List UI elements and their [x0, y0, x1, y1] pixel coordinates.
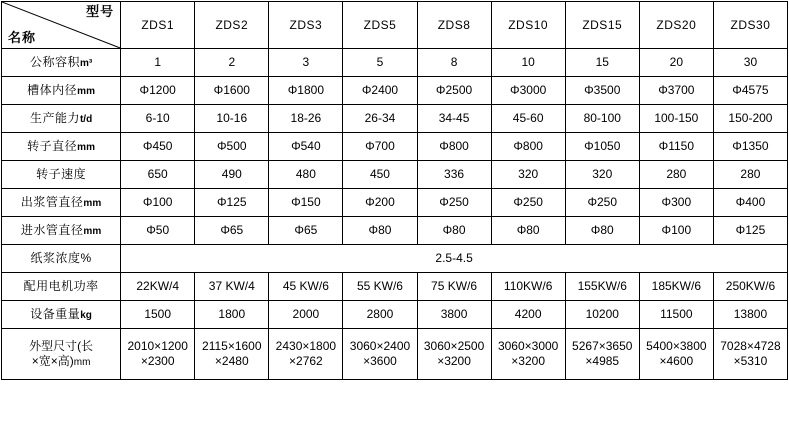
dimension-line1: 3060×2400: [349, 339, 411, 353]
column-header-model: ZDS2: [195, 2, 269, 49]
table-cell: 2800: [343, 301, 417, 329]
table-cell: 155KW/6: [565, 273, 639, 301]
row-label: [2, 77, 121, 105]
table-cell: Φ80: [343, 217, 417, 245]
table-cell: 4200: [491, 301, 565, 329]
table-cell: Φ3700: [639, 77, 713, 105]
row-label-text: 纸浆浓度%: [30, 251, 92, 265]
table-row: [2, 301, 788, 329]
row-label-text: 公称容积: [29, 54, 80, 69]
table-cell: Φ125: [195, 189, 269, 217]
table-cell-dimensions: [343, 329, 417, 380]
table-cell: 18-26: [269, 105, 343, 133]
table-cell: Φ2500: [417, 77, 491, 105]
table-row: [2, 189, 788, 217]
row-label: [2, 245, 121, 273]
row-label-line1: 外型尺寸(长: [29, 338, 94, 353]
table-cell: 10200: [565, 301, 639, 329]
table-cell: 13800: [713, 301, 787, 329]
table-cell: 320: [491, 161, 565, 189]
table-cell: 3800: [417, 301, 491, 329]
table-cell: Φ2400: [343, 77, 417, 105]
row-label-text: 配用电机功率: [23, 279, 99, 293]
table-cell: Φ100: [639, 217, 713, 245]
table-cell: 10-16: [195, 105, 269, 133]
table-row: [2, 77, 788, 105]
table-cell: 280: [639, 161, 713, 189]
table-cell: 6-10: [121, 105, 195, 133]
dimension-line1: 5267×3650: [572, 339, 633, 353]
table-cell-dimensions: [639, 329, 713, 380]
table-cell: 45 KW/6: [269, 273, 343, 301]
table-cell: 11500: [639, 301, 713, 329]
table-cell: 650: [121, 161, 195, 189]
table-cell: Φ1150: [639, 133, 713, 161]
table-cell: Φ500: [195, 133, 269, 161]
table-cell: Φ80: [491, 217, 565, 245]
row-label: [2, 217, 121, 245]
table-cell-dimensions: [269, 329, 343, 380]
table-cell: 22KW/4: [121, 273, 195, 301]
table-cell-dimensions: [195, 329, 269, 380]
table-cell: Φ1800: [269, 77, 343, 105]
dimension-line1: 7028×4728: [720, 339, 781, 353]
row-label-text: 出浆管直径: [20, 194, 84, 209]
table-cell: Φ400: [713, 189, 787, 217]
header-corner-cell: [2, 2, 121, 49]
column-header-model: ZDS5: [343, 2, 417, 49]
table-row: [2, 217, 788, 245]
table-cell: 1800: [195, 301, 269, 329]
row-label: [2, 273, 121, 301]
header-name-label: 名称: [8, 29, 37, 45]
table-cell: 450: [343, 161, 417, 189]
dimension-line2: ×3200: [437, 354, 471, 368]
column-header-model: ZDS20: [639, 2, 713, 49]
table-cell: 8: [417, 49, 491, 77]
table-cell: Φ3500: [565, 77, 639, 105]
table-cell: 110KW/6: [491, 273, 565, 301]
row-label-unit: mm: [83, 197, 102, 209]
table-cell: 80-100: [565, 105, 639, 133]
row-label: [2, 133, 121, 161]
row-label-unit: mm: [77, 141, 95, 153]
table-header-row: [2, 2, 788, 49]
table-cell: Φ1350: [713, 133, 787, 161]
table-cell: 55 KW/6: [343, 273, 417, 301]
table-cell: 30: [713, 49, 787, 77]
row-label-unit: t/d: [79, 113, 93, 125]
table-cell: 100-150: [639, 105, 713, 133]
dimension-line1: 2430×1800: [275, 339, 337, 353]
table-row: [2, 105, 788, 133]
table-cell: 250KW/6: [713, 273, 787, 301]
table-cell: 1: [121, 49, 195, 77]
dimension-line2: ×3200: [511, 354, 545, 368]
table-cell: 45-60: [491, 105, 565, 133]
table-cell: Φ250: [565, 189, 639, 217]
table-cell: Φ4575: [713, 77, 787, 105]
table-cell: 37 KW/4: [195, 273, 269, 301]
table-cell: Φ1050: [565, 133, 639, 161]
table-cell: Φ65: [269, 217, 343, 245]
table-cell: 15: [565, 49, 639, 77]
table-cell: 5: [343, 49, 417, 77]
table-cell: Φ450: [121, 133, 195, 161]
table-cell: 10: [491, 49, 565, 77]
table-cell: Φ200: [343, 189, 417, 217]
table-cell: Φ1600: [195, 77, 269, 105]
dimension-line1: 2115×1600: [202, 339, 262, 353]
table-cell: Φ700: [343, 133, 417, 161]
table-cell-dimensions: [121, 329, 195, 380]
table-cell: 1500: [121, 301, 195, 329]
table-cell: 280: [713, 161, 787, 189]
table-row: [2, 161, 788, 189]
row-label-line2: ×宽×高): [31, 353, 74, 368]
table-row: [2, 273, 788, 301]
row-label-text: 转子直径: [27, 138, 78, 153]
row-label-unit: kg: [80, 309, 92, 321]
table-row-dimensions: [2, 329, 788, 380]
table-cell: Φ800: [491, 133, 565, 161]
table-cell: Φ250: [491, 189, 565, 217]
specification-table: [1, 1, 788, 380]
table-cell: Φ800: [417, 133, 491, 161]
table-cell: Φ50: [121, 217, 195, 245]
column-header-model: ZDS8: [417, 2, 491, 49]
table-cell-dimensions: [491, 329, 565, 380]
dimension-line2: ×5310: [733, 354, 768, 368]
row-label-dimensions: [2, 329, 121, 380]
row-label-text: 槽体内径: [27, 82, 78, 97]
table-row: [2, 133, 788, 161]
dimension-line2: ×4600: [659, 354, 694, 368]
row-label-text: 设备重量: [30, 306, 81, 321]
table-cell: 26-34: [343, 105, 417, 133]
dimension-line1: 2010×1200: [127, 339, 188, 353]
dimension-line2: ×4985: [585, 354, 620, 368]
table-cell: 185KW/6: [639, 273, 713, 301]
row-label-unit: mm: [73, 356, 91, 368]
table-row: [2, 245, 788, 273]
table-row: [2, 49, 788, 77]
row-label-unit: mm: [83, 225, 102, 237]
table-cell: 150-200: [713, 105, 787, 133]
table-cell: Φ125: [713, 217, 787, 245]
dimension-line2: ×2300: [140, 354, 175, 368]
table-cell: 3: [269, 49, 343, 77]
table-cell-dimensions: [417, 329, 491, 380]
dimension-line1: 3060×2500: [423, 339, 485, 353]
dimension-line2: ×3600: [363, 354, 397, 368]
row-label-text: 生产能力: [29, 110, 80, 125]
row-label: [2, 105, 121, 133]
dimension-line1: 3060×3000: [497, 339, 559, 353]
column-header-model: ZDS1: [121, 2, 195, 49]
row-label: [2, 161, 121, 189]
row-label: [2, 49, 121, 77]
table-cell: 336: [417, 161, 491, 189]
dimension-line2: ×2480: [214, 354, 249, 368]
row-label-unit: mm: [77, 85, 95, 97]
table-cell: 20: [639, 49, 713, 77]
table-cell: Φ100: [121, 189, 195, 217]
table-cell: Φ150: [269, 189, 343, 217]
table-cell: Φ250: [417, 189, 491, 217]
dimension-line2: ×2762: [289, 354, 323, 368]
row-label: [2, 301, 121, 329]
dimension-line1: 5400×3800: [646, 339, 707, 353]
column-header-model: ZDS30: [713, 2, 787, 49]
table-cell: Φ3000: [491, 77, 565, 105]
header-model-label: 型号: [86, 4, 115, 19]
table-cell-dimensions: [713, 329, 787, 380]
table-cell: 34-45: [417, 105, 491, 133]
table-cell: 320: [565, 161, 639, 189]
table-cell: Φ1200: [121, 77, 195, 105]
table-cell: 490: [195, 161, 269, 189]
table-cell: 2000: [269, 301, 343, 329]
table-cell: Φ65: [195, 217, 269, 245]
table-cell: 75 KW/6: [417, 273, 491, 301]
table-cell: Φ80: [565, 217, 639, 245]
table-cell-dimensions: [565, 329, 639, 380]
row-label-text: 进水管直径: [20, 222, 84, 237]
column-header-model: ZDS10: [491, 2, 565, 49]
row-label-unit: m³: [79, 57, 93, 69]
table-cell: 2: [195, 49, 269, 77]
table-cell-merged: 2.5-4.5: [121, 245, 788, 273]
column-header-model: ZDS15: [565, 2, 639, 49]
row-label: [2, 189, 121, 217]
row-label-text: 转子速度: [36, 166, 87, 181]
table-cell: Φ80: [417, 217, 491, 245]
table-cell: 480: [269, 161, 343, 189]
column-header-model: ZDS3: [269, 2, 343, 49]
table-cell: Φ300: [639, 189, 713, 217]
table-cell: Φ540: [269, 133, 343, 161]
